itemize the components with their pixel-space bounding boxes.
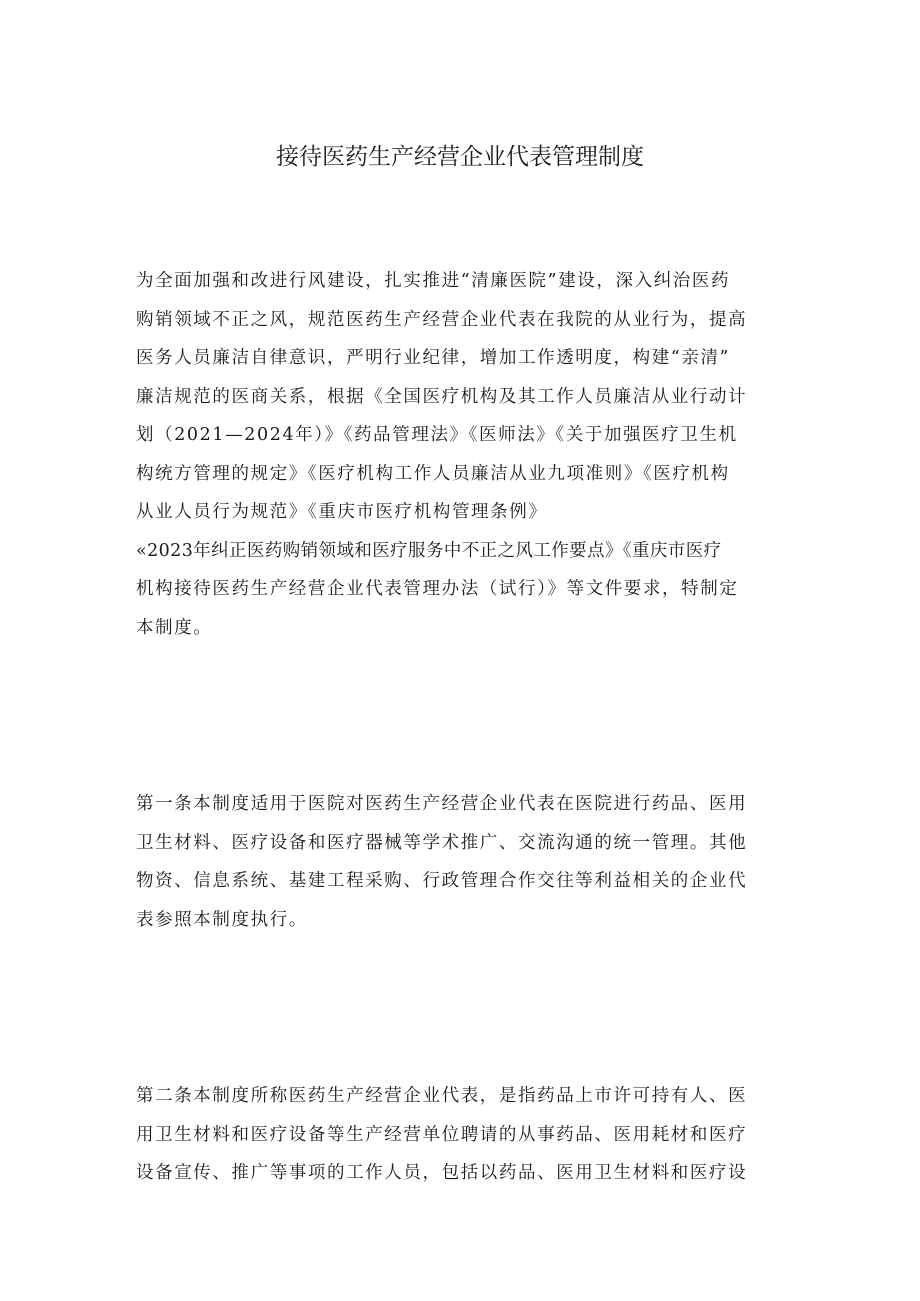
paragraph-line: 本制度。 <box>136 617 213 638</box>
paragraph-line: 为全面加强和改进行风建设，扎实推进“清廉医院”建设，深入纠治医药 <box>136 271 731 291</box>
paragraph-line: 表参照本制度执行。 <box>136 909 308 930</box>
paragraph-line: 第一条本制度适用于医院对医药生产经营企业代表在医院进行药品、医用 <box>136 794 748 814</box>
paragraph-line: 机构接待医药生产经营企业代表管理办法（试行）》等文件要求，特制定 <box>136 579 739 599</box>
paragraph-line: 廉洁规范的医商关系，根据《全国医疗机构及其工作人员廉洁从业行动计 <box>136 386 748 407</box>
paragraph-article-1 <box>136 785 796 939</box>
paragraph-line: 划（2021—2024年）》《药品管理法》《医师法》《关于加强医疗卫生机 <box>136 425 738 445</box>
paragraph-line: 购销领域不正之风，规范医药生产经营企业代表在我院的从业行为，提高 <box>136 309 748 330</box>
paragraph-line: 第二条本制度所称医药生产经营企业代表，是指药品上市许可持有人、医 <box>136 1086 748 1106</box>
paragraph-line: 医务人员廉洁自律意识，严明行业纪律，增加工作透明度，构建“亲清” <box>136 348 731 368</box>
paragraph-line: 设备宣传、推广等事项的工作人员，包括以药品、医用卫生材料和医疗设 <box>136 1163 748 1183</box>
paragraph-preamble <box>136 262 796 647</box>
paragraph-line: 物资、信息系统、基建工程采购、行政管理合作交往等利益相关的企业代 <box>136 871 748 891</box>
paragraph-article-2 <box>136 1077 796 1193</box>
paragraph-line: 卫生材料、医疗设备和医疗器械等学术推广、交流沟通的统一管理。其他 <box>136 832 748 853</box>
paragraph-line: 从业人员行为规范》《重庆市医疗机构管理条例》 <box>136 502 548 522</box>
document-title: 接待医药生产经营企业代表管理制度 <box>276 144 644 170</box>
paragraph-line: 构统方管理的规定》《医疗机构工作人员廉洁从业九项准则》《医疗机构 <box>136 463 730 484</box>
paragraph-line: «2023年纠正医药购销领域和医疗服务中不正之风工作要点》《重庆市医疗 <box>136 540 722 561</box>
paragraph-line: 用卫生材料和医疗设备等生产经营单位聘请的从事药品、医用耗材和医疗 <box>136 1124 748 1145</box>
